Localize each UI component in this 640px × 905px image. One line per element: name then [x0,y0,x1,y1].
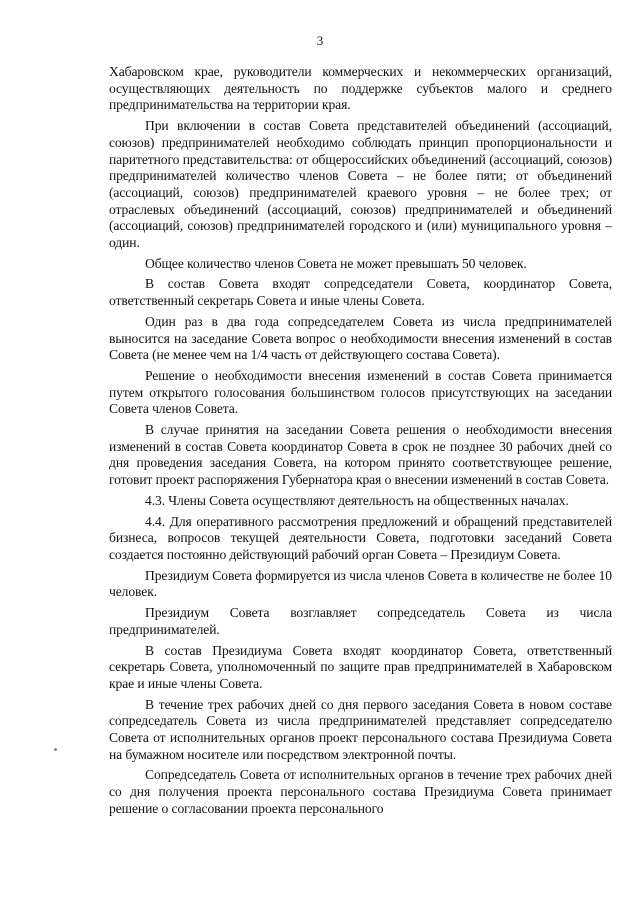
page-number: 3 [316,33,324,48]
paragraph-presidium-head: Президиум Совета возглавляет сопредседатель Совета из числа предпринимателей. [109,605,612,637]
paragraph-member-limit: Общее количество членов Совета не может превышать 50 человек. [145,255,527,271]
paragraph-presidium-members: В состав Президиума Совета входят координатор Совета, ответственный секретарь Совета, уполномоченный по защите прав предпринимателей в Хабаровском крае и иные члены Совета. [109,642,612,691]
paragraph-voting: Решение о необходимости внесения изменений в состав Совета принимается путем открытого голосования большинством голосов присутствующих на заседании Совета членов Совета. [109,367,612,417]
paragraph-change-procedure: В случае принятия на заседании Совета решения о необходимости внесения изменений в состав Совета координатор Совета в срок не позднее 30 рабочих дней со дня проведения заседания Совета, на котором принято соответствующее решение, готовит проект распоряжения Губернатора края о внесении изменений в состав Совета. [109,422,612,488]
paragraph-council-composition: В состав Совета входят сопредседатели Совета, координатор Совета, ответственный секретарь Совета и иные члены Совета. [109,276,612,309]
paragraph-section-4-3: 4.3. Члены Совета осуществляют деятельность на общественных началах. [145,492,569,508]
paragraph-section-4-4: 4.4. Для оперативного рассмотрения предложений и обращений представителей бизнеса, вопросов текущей деятельности Совета, подготовки заседаний Совета создается постоянно действующий рабочий орган Совета – Президиум Совета. [109,513,612,562]
margin-speck [54,748,57,751]
paragraph-composition-review: Один раз в два года сопредседателем Совета из числа предпринимателей выносится на заседание Совета вопрос о необходимости внесения изменений в состав Совета (не менее чем на 1/4 часть от действующего состава Совета). [109,313,612,363]
paragraph-continuation: Хабаровском крае, руководители коммерческих и некоммерческих организаций, осуществляющих деятельность по поддержке субъектов малого и среднего предпринимательства на территории края. [109,64,612,113]
document-body [109,64,612,822]
paragraph-presidium-submission: В течение трех рабочих дней со дня первого заседания Совета в новом составе сопредседатель Совета из числа предпринимателей представляет сопредседателю Совета от исполнительных органов проект персонального состава Президиума Совета на бумажном носителе или посредством электронной почты. [109,696,612,762]
paragraph-presidium-size: Президиум Совета формируется из числа членов Совета в количестве не более 10 человек. [109,567,612,600]
paragraph-presidium-approval: Сопредседатель Совета от исполнительных органов в течение трех рабочих дней со дня получения проекта персонального состава Президиума Совета принимает решение о согласовании проекта персонального [109,767,612,816]
paragraph-proportionality: При включении в состав Совета представителей объединений (ассоциаций, союзов) предпринимателей необходимо соблюдать принцип пропорциональности и паритетного представительства: от общероссийских объединений (ассоциаций, союзов) предпринимателей количество членов Совета – не более пяти; от объединений (ассоциаций, союзов) предпринимателей краевого уровня – не более трех; от отраслевых объединений (ассоциаций, союзов) предпринимателей и объединений (ассоциаций, союзов) предпринимателей городского и (или) муниципального уровня – один. [109,118,612,251]
